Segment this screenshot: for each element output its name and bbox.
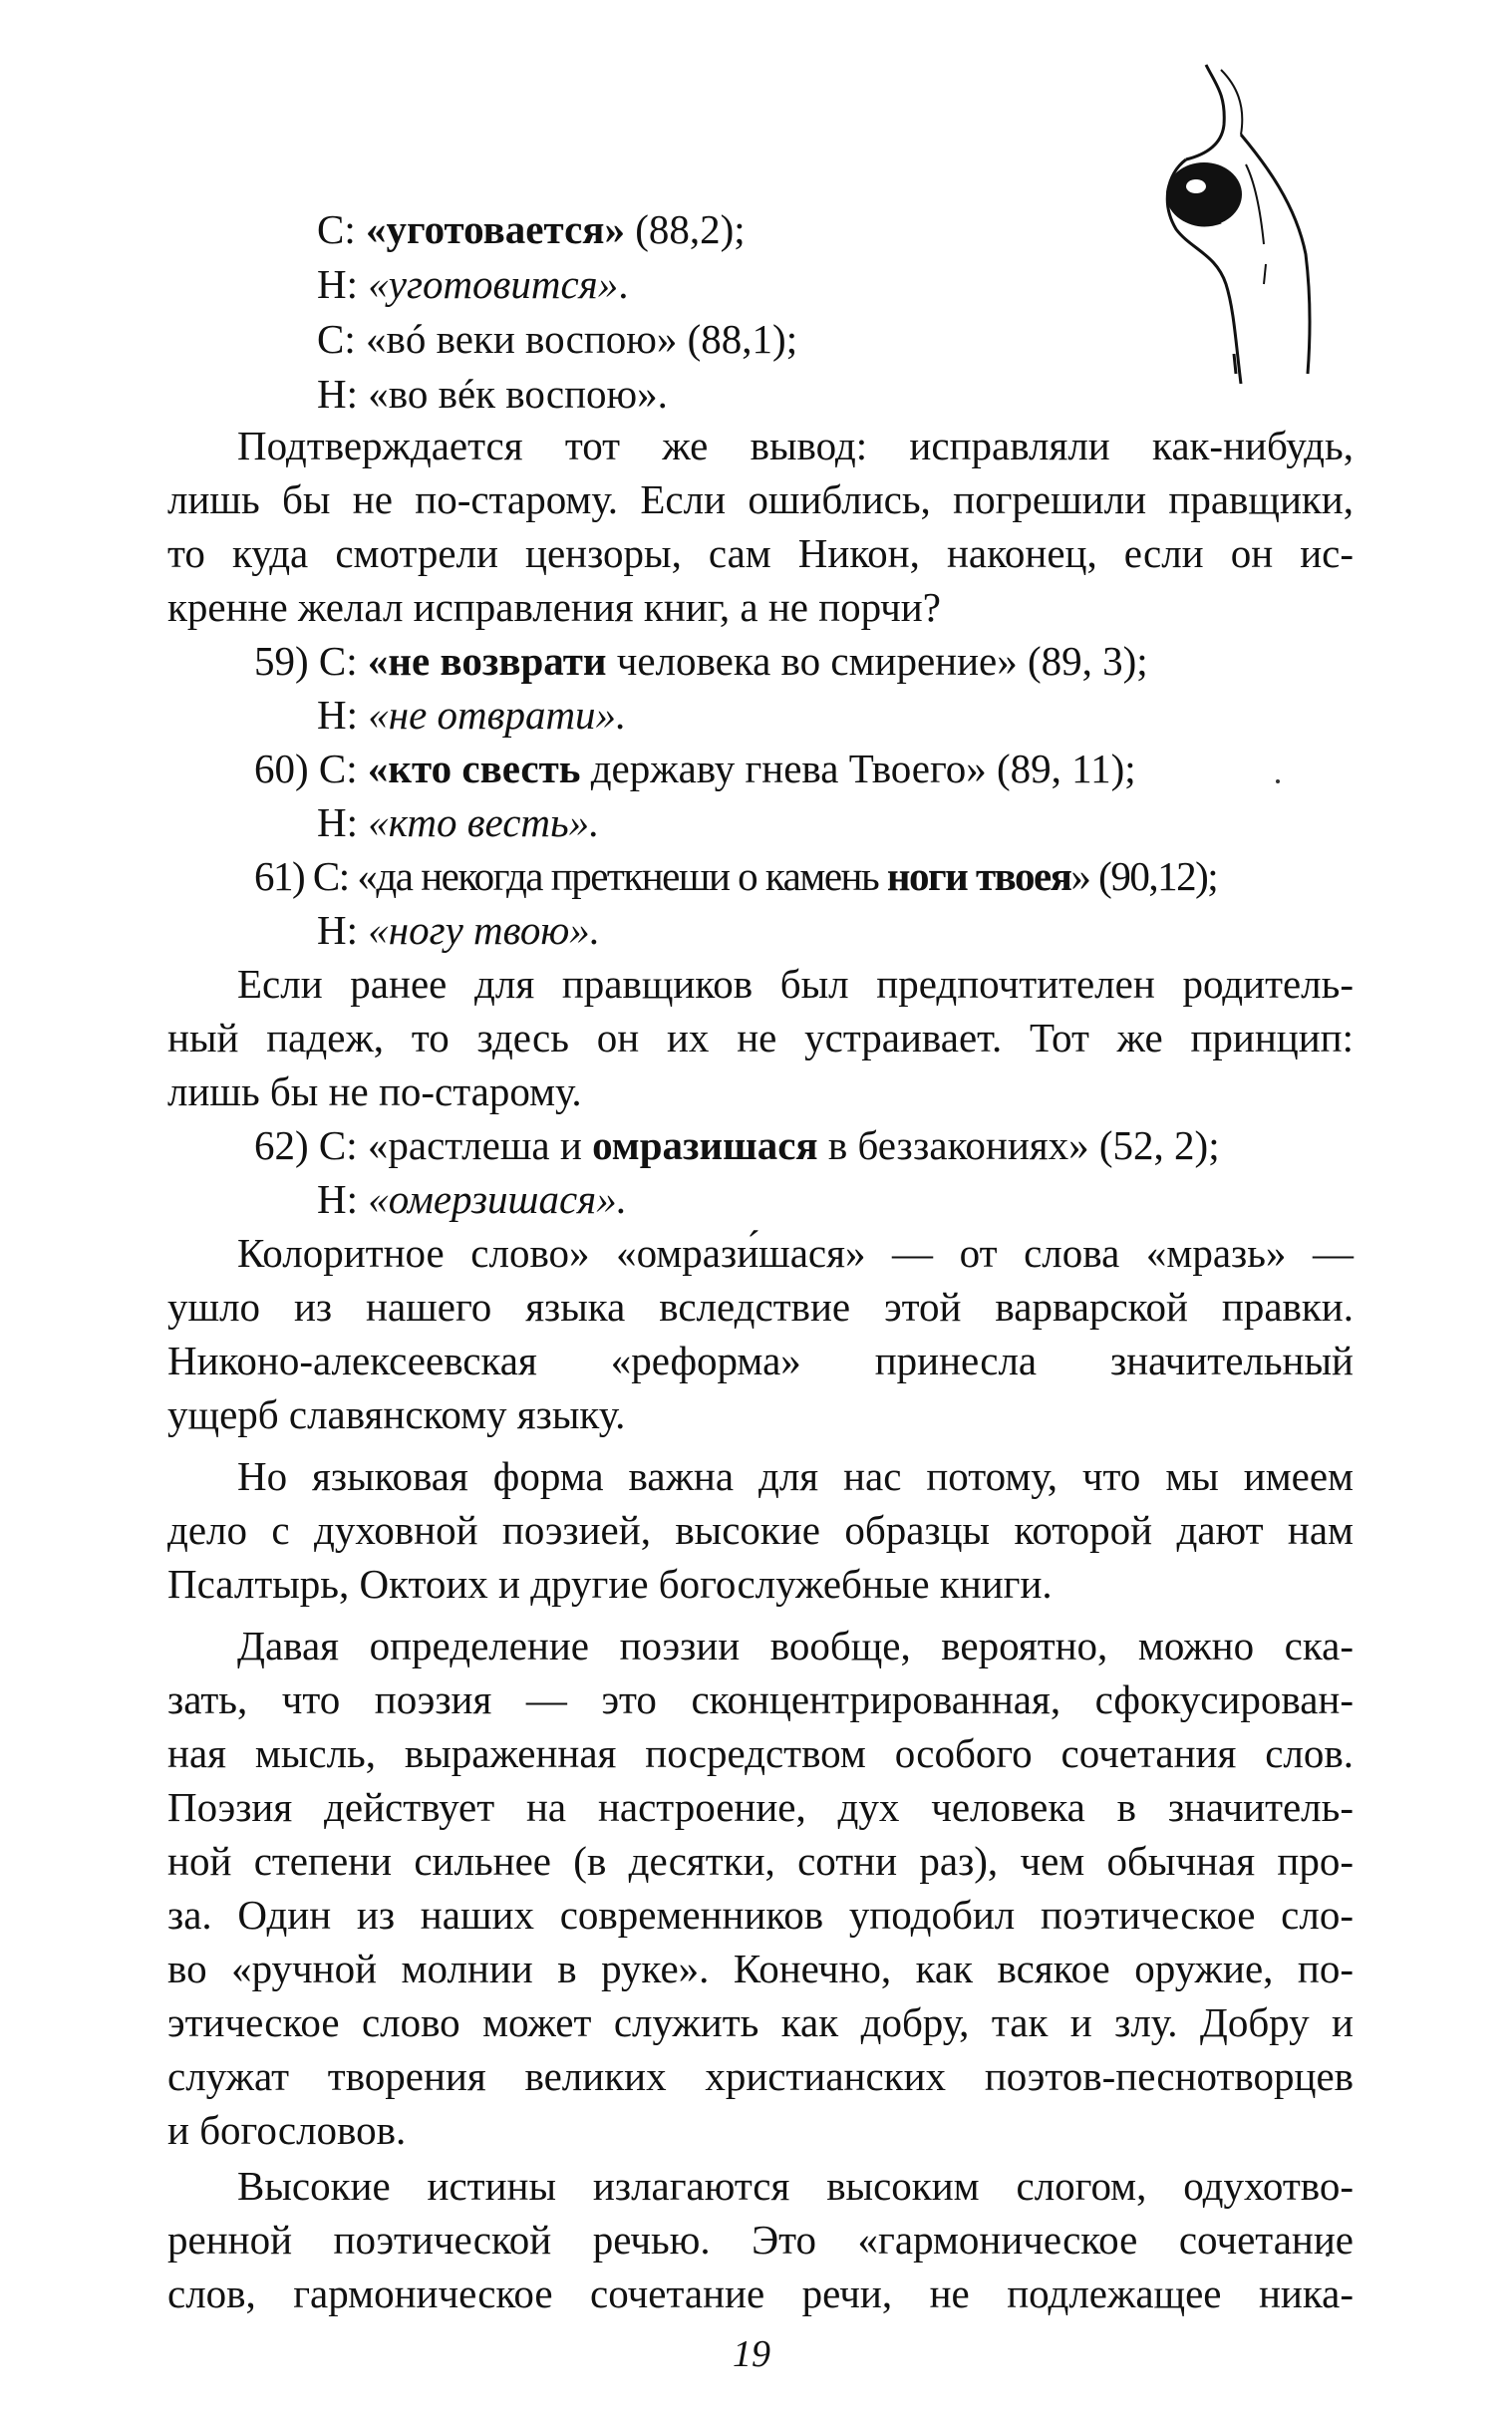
paragraph-line: Высокие истины излагаются высоким слогом, одухотво- [237,2163,1354,2209]
hand-with-stone-icon [1146,55,1346,389]
example-line: Н: «омерзишася». [317,1176,627,1222]
paragraph-line: ренной поэтической речью. Это «гармоническое сочетание [167,2217,1354,2263]
paragraph-line: слов, гармоническое сочетание речи, не подлежащее ника- [167,2270,1354,2316]
paragraph-line: ная мысль, выраженная посредством особого сочетания слов. [167,1730,1354,1776]
example-line: С: «вó веки воспою» (88,1); [317,316,798,362]
paragraph-line: Если ранее для правщиков был предпочтителен родитель- [237,961,1354,1007]
example-line: Н: «во вéк воспою». [317,371,668,417]
example-line: Н: «уготовится». [317,261,629,307]
page-number: 19 [733,2333,770,2375]
paragraph-line: кренне желал исправления книг, а не порчи? [167,584,941,630]
paragraph-line: Никоно-алексеевская «реформа» принесла значительный [167,1338,1354,1383]
paragraph-line: Подтверждается тот же вывод: исправляли как-нибудь, [237,423,1354,468]
paragraph-line: служат творения великих христианских поэтов-песнотворцев [167,2053,1354,2099]
paragraph-line: лишь бы не по-старому. Если ошиблись, погрешили правщики, [167,476,1354,522]
paragraph-line: Поэзия действует на настроение, дух человека в значитель- [167,1784,1354,1830]
paragraph-line: ушло из нашего языка вследствие этой варварской правки. [167,1284,1354,1330]
paragraph-line: зать, что поэзия — это сконцентрированная, сфокусирован- [167,1676,1354,1722]
example-line: Н: «кто весть». [317,799,600,845]
paragraph-line: за. Один из наших современников уподобил поэтическое сло- [167,1892,1354,1938]
paragraph-line: ущерб славянскому языку. [167,1391,626,1437]
paragraph-line: Но языковая форма важна для нас потому, что мы имеем [237,1453,1354,1499]
paragraph-line: дело с духовной поэзией, высокие образцы которой дают нам [167,1507,1354,1553]
paragraph-line: во «ручной молнии в руке». Конечно, как всякое оружие, по- [167,1946,1354,1991]
paragraph-line: то куда смотрели цензоры, сам Никон, наконец, если он ис- [167,530,1354,576]
paragraph-line: Псалтырь, Октоих и другие богослужебные книги. [167,1561,1053,1607]
example-line: 61) С: «да некогда преткнеши о камень ноги твоея» (90,12); [254,853,1218,899]
paragraph-line: лишь бы не по-старому. [167,1068,582,1114]
example-line: С: «уготовается» (88,2); [317,206,746,252]
paragraph-line: этическое слово может служить как добру, так и злу. Добру и [167,1999,1354,2045]
example-line: Н: «ногу твою». [317,907,601,953]
paragraph-line: ный падеж, то здесь он их не устраивает. Тот же принцип: [167,1015,1354,1060]
paragraph-line: и богословов. [167,2107,407,2153]
example-line: 59) С: «не возврати человека во смирение» (89, 3); [254,638,1148,684]
paragraph-line: ной степени сильнее (в десятки, сотни раз), чем обычная про- [167,1838,1354,1884]
paragraph-line: Давая определение поэзии вообще, вероятно, можно ска- [237,1623,1354,1668]
print-speck [1276,779,1280,783]
example-line: 62) С: «растлеша и омразишася в беззакониях» (52, 2); [254,1122,1220,1168]
paragraph-line: Колоритное слово» «омрази́шася» — от слова «мразь» — [237,1230,1354,1276]
example-line: 60) С: «кто свесть державу гнева Твоего» (89, 11); [254,746,1136,791]
example-line: Н: «не отврати». [317,692,627,738]
